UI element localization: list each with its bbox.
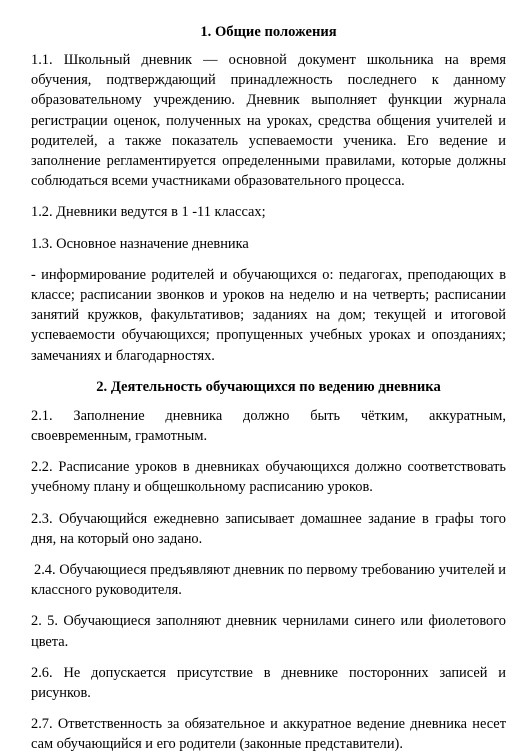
paragraph-2-2: 2.2. Расписание уроков в дневниках обучающихся должно соответствовать учебному плану и общешкольному расписанию уроков. xyxy=(31,459,506,496)
paragraph-2-5: 2. 5. Обучающиеся заполняют дневник чернилами синего или фиолетового цвета. xyxy=(31,613,506,650)
section-1-title: 1. Общие положения xyxy=(200,24,337,40)
paragraph-1-2: 1.2. Дневники ведутся в 1 -11 классах; xyxy=(31,204,266,221)
paragraph-2-1: 2.1. Заполнение дневника должно быть чётким, аккуратным, своевременным, грамотным. xyxy=(31,407,506,445)
paragraph-2-3: 2.3. Обучающийся ежедневно записывает домашнее задание в графы того дня, на который оно задано. xyxy=(31,510,506,547)
paragraph-2-6: 2.6. Не допускается присутствие в дневнике посторонних записей и рисунков. xyxy=(31,664,506,702)
paragraph-1-3: 1.3. Основное назначение дневника xyxy=(31,235,249,252)
paragraph-1-3-list: - информирование родителей и обучающихся о: педагогах, преподающих в классе; расписании звонков и уроков на неделю и на четверть; расписании занятий кружков, факультативов; заданиях на дом; текущей и итоговой успеваемости обучающихся; пропущенных учебных уроках и опозданиях; замечаниях и благодарностях. xyxy=(31,266,506,364)
paragraph-2-4: 2.4. Обучающиеся предъявляют дневник по первому требованию учителей и классного руководителя. xyxy=(31,562,506,599)
paragraph-2-7: 2.7. Ответственность за обязательное и аккуратное ведение дневника несет сам обучающийся и его родители (законные представители). xyxy=(31,716,506,753)
section-2-title: 2. Деятельность обучающихся по ведению дневника xyxy=(96,378,441,395)
paragraph-1-1: 1.1. Школьный дневник — основной документ школьника на время обучения, подтверждающий принадлежность последнего к данному образовательному учреждению. Дневник выполняет функции журнала регистрации оценок, полученных на уроках, средства общения учителей и родителей, а также показатель успеваемости ученика. Его ведение и заполнение регламентируется определенными правилами, которые должны соблюдаться всеми участниками образовательного процесса. xyxy=(31,52,506,190)
